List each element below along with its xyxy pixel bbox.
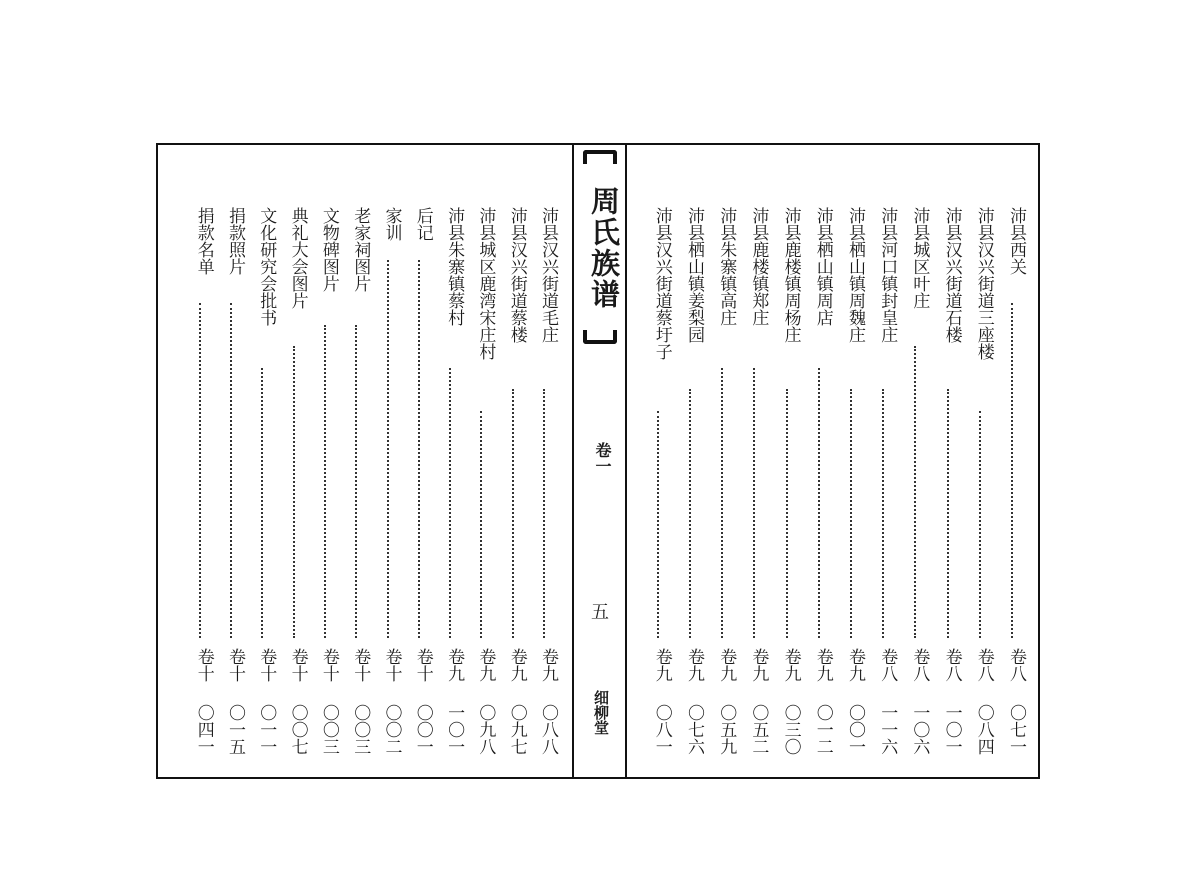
toc-entry-volume: 卷八 — [909, 648, 930, 682]
toc-entry-page: 〇五二 — [748, 704, 769, 755]
toc-dot-leader — [512, 389, 514, 638]
toc-dot-leader — [324, 325, 326, 639]
toc-dot-leader — [293, 346, 295, 638]
toc-entry — [775, 207, 801, 767]
toc-entry — [188, 207, 214, 767]
toc-entry-volume: 卷十 — [412, 648, 433, 682]
toc-dot-leader — [230, 303, 232, 638]
toc-entry-title: 家训 — [381, 207, 402, 241]
toc-entry-title: 沛县鹿楼镇周杨庄 — [780, 207, 801, 343]
toc-entry — [469, 207, 495, 767]
toc-entry — [407, 207, 433, 767]
spine-border-left — [572, 143, 574, 779]
spine-border-right — [625, 143, 627, 779]
toc-entry-page: 〇七六 — [684, 704, 704, 755]
toc-entry-title: 沛县汉兴街道毛庄 — [538, 207, 558, 343]
toc-entry — [438, 207, 464, 767]
toc-dot-leader — [1011, 303, 1013, 638]
toc-entry-title: 沛县栖山镇周店 — [812, 207, 833, 326]
toc-entry-title: 沛县朱寨镇蔡村 — [444, 207, 465, 326]
toc-entry-volume: 卷九 — [748, 648, 769, 682]
toc-entry — [678, 207, 704, 767]
toc-entry-page: 〇八四 — [973, 704, 994, 755]
toc-dot-leader — [449, 368, 451, 639]
toc-entry-volume: 卷八 — [877, 648, 898, 682]
toc-entry-title: 捐款照片 — [225, 207, 245, 275]
toc-entry — [532, 207, 558, 767]
toc-entry-page: 〇四一 — [193, 704, 214, 755]
toc-entry-title: 沛县朱寨镇高庄 — [716, 207, 737, 326]
toc-entry — [903, 207, 929, 767]
toc-entry-volume: 卷九 — [506, 648, 527, 682]
toc-dot-leader — [850, 389, 852, 638]
toc-entry-title: 沛县栖山镇姜梨园 — [684, 207, 704, 343]
toc-entry-title: 沛县汉兴街道蔡楼 — [506, 207, 527, 343]
toc-entry — [313, 207, 339, 767]
toc-entry-title: 沛县汉兴街道三座楼 — [973, 207, 994, 360]
toc-entry-volume: 卷十 — [287, 648, 308, 682]
toc-entry-title: 文物碑图片 — [318, 207, 339, 292]
toc-dot-leader — [882, 389, 884, 638]
toc-entry-volume: 卷十 — [193, 648, 214, 682]
toc-dot-leader — [818, 368, 820, 639]
toc-entry-volume: 卷九 — [845, 648, 865, 682]
toc-entry-title: 沛县城区鹿湾宋庄村 — [475, 207, 496, 360]
toc-entry-page: 〇一五 — [225, 704, 245, 755]
toc-entry — [871, 207, 897, 767]
toc-dot-leader — [387, 260, 389, 638]
toc-entry-title: 沛县汉兴街道石楼 — [941, 207, 962, 343]
toc-entry — [968, 207, 994, 767]
toc-entry-page: 〇八一 — [651, 704, 672, 755]
toc-dot-leader — [261, 368, 263, 639]
toc-entry-page: 一〇六 — [909, 704, 930, 755]
toc-entry-volume: 卷九 — [538, 648, 558, 682]
toc-entry — [839, 207, 865, 767]
toc-entry-page: 〇九八 — [475, 704, 496, 755]
spine-volume: 卷一 — [593, 442, 612, 474]
toc-entry-volume: 卷九 — [684, 648, 704, 682]
toc-entry-page: 〇〇三 — [350, 704, 371, 755]
toc-entry-title: 老家祠图片 — [350, 207, 371, 292]
toc-entry-volume: 卷十 — [256, 648, 277, 682]
toc-entry — [1000, 207, 1026, 767]
toc-entry — [282, 207, 308, 767]
toc-dot-leader — [753, 368, 755, 639]
toc-entry-volume: 卷九 — [651, 648, 672, 682]
toc-entry-title: 沛县城区叶庄 — [909, 207, 930, 309]
toc-dot-leader — [543, 389, 545, 638]
toc-entry-title: 后记 — [412, 207, 433, 241]
spine-hall-name: 细柳堂 — [592, 690, 610, 735]
toc-dot-leader — [721, 368, 723, 639]
toc-entry-volume: 卷八 — [941, 648, 962, 682]
toc-dot-leader — [657, 411, 659, 639]
toc-entry-volume: 卷八 — [973, 648, 994, 682]
spine-title: 周氏族谱 — [587, 186, 621, 310]
toc-entry-page: 〇〇一 — [412, 704, 433, 755]
toc-dot-leader — [947, 389, 949, 638]
toc-dot-leader — [689, 389, 691, 638]
toc-entry-title: 沛县西关 — [1006, 207, 1026, 275]
toc-entry-title: 文化研究会批书 — [256, 207, 277, 326]
toc-entry-page: 〇一二 — [812, 704, 833, 755]
toc-entry-page: 〇三〇 — [780, 704, 801, 755]
toc-entry-page: 〇九七 — [506, 704, 527, 755]
toc-entry — [250, 207, 276, 767]
toc-entry-page: 〇五九 — [716, 704, 737, 755]
toc-entry — [646, 207, 672, 767]
toc-entry — [936, 207, 962, 767]
toc-entry — [710, 207, 736, 767]
toc-entry — [807, 207, 833, 767]
toc-dot-leader — [199, 303, 201, 638]
toc-entry — [376, 207, 402, 767]
toc-entry-page: 〇七一 — [1006, 704, 1026, 755]
toc-entry-title: 典礼大会图片 — [287, 207, 308, 309]
toc-dot-leader — [786, 389, 788, 638]
toc-entry-title: 沛县栖山镇周魏庄 — [845, 207, 865, 343]
toc-entry-page: 〇〇三 — [318, 704, 339, 755]
toc-entry-page: 〇〇二 — [381, 704, 402, 755]
toc-entry-page: 〇〇七 — [287, 704, 308, 755]
toc-dot-leader — [979, 411, 981, 639]
toc-dot-leader — [418, 260, 420, 638]
toc-dot-leader — [914, 346, 916, 638]
toc-entry-volume: 卷九 — [444, 648, 465, 682]
toc-entry-page: 一一六 — [877, 704, 898, 755]
toc-dot-leader — [355, 325, 357, 639]
toc-entry-title: 沛县汉兴街道蔡圩子 — [651, 207, 672, 360]
toc-entry-volume: 卷十 — [381, 648, 402, 682]
toc-entry-title: 沛县河口镇封皇庄 — [877, 207, 898, 343]
toc-entry — [501, 207, 527, 767]
toc-entry — [344, 207, 370, 767]
toc-entry-volume: 卷九 — [812, 648, 833, 682]
toc-entry-title: 沛县鹿楼镇郑庄 — [748, 207, 769, 326]
toc-entry-volume: 卷八 — [1006, 648, 1026, 682]
toc-entry — [219, 207, 245, 767]
toc-entry-page: 一〇一 — [444, 704, 465, 755]
toc-entry — [742, 207, 768, 767]
toc-entry-page: 一〇一 — [941, 704, 962, 755]
spine-page-number: 五 — [591, 602, 609, 623]
toc-entry-title: 捐款名单 — [193, 207, 214, 275]
toc-entry-volume: 卷十 — [225, 648, 245, 682]
toc-entry-volume: 卷九 — [780, 648, 801, 682]
toc-entry-page: 〇〇一 — [845, 704, 865, 755]
toc-entry-page: 〇一一 — [256, 704, 277, 755]
title-bracket-bottom — [583, 330, 617, 344]
toc-entry-volume: 卷十 — [318, 648, 339, 682]
toc-entry-volume: 卷十 — [350, 648, 371, 682]
toc-entry-volume: 卷九 — [716, 648, 737, 682]
toc-entry-volume: 卷九 — [475, 648, 496, 682]
toc-entry-page: 〇八八 — [538, 704, 558, 755]
toc-dot-leader — [480, 411, 482, 639]
